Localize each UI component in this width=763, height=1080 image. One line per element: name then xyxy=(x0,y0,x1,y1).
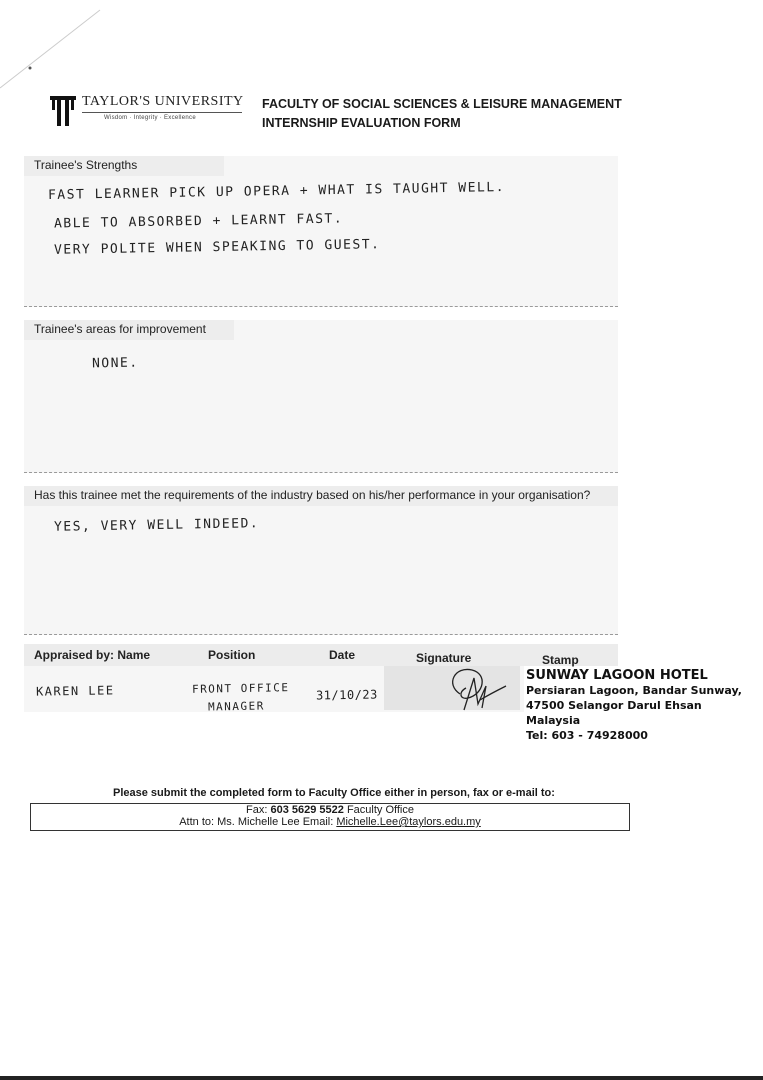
stamp-tel: Tel: 603 - 74928000 xyxy=(526,729,648,742)
appraiser-position-line2: MANAGER xyxy=(207,699,265,714)
header-stamp: Stamp xyxy=(542,653,579,667)
strengths-section xyxy=(24,156,618,307)
stamp-address-line1: Persiaran Lagoon, Bandar Sunway, xyxy=(526,684,742,697)
header-position: Position xyxy=(208,648,256,662)
appraisal-date: 31/10/23 xyxy=(315,687,378,703)
submit-instruction: Please submit the completed form to Faculty Office either in person, fax or e-mail to: xyxy=(113,787,555,799)
faculty-title: FACULTY OF SOCIAL SCIENCES & LEISURE MANAGEMENT xyxy=(262,97,622,111)
email-link[interactable]: Michelle.Lee@taylors.edu.my xyxy=(336,816,481,828)
university-motto: Wisdom · Integrity · Excellence xyxy=(104,115,196,121)
strength-line-3: VERY POLITE WHEN SPEAKING TO GUEST. xyxy=(53,237,381,258)
improvement-answer: NONE. xyxy=(91,355,139,372)
strength-line-1: FAST LEARNER PICK UP OPERA + WHAT IS TAUGHT WELL. xyxy=(47,180,506,203)
fax-label: Fax: xyxy=(246,804,268,816)
fax-number: 603 5629 5522 xyxy=(270,804,344,816)
requirements-answer: YES, VERY WELL INDEED. xyxy=(53,516,260,535)
fax-suffix: Faculty Office xyxy=(346,804,414,816)
appraiser-position-line1: FRONT OFFICE xyxy=(191,681,290,696)
appraiser-name: KAREN LEE xyxy=(35,683,115,699)
logo-divider xyxy=(82,112,242,113)
attn-text: Attn to: Ms. Michelle Lee Email: xyxy=(179,816,334,828)
header-date: Date xyxy=(329,648,356,662)
requirements-section xyxy=(24,486,618,635)
header-appraised-by: Appraised by: Name xyxy=(34,648,151,662)
taylors-logo-icon xyxy=(50,94,76,128)
signature-scribble xyxy=(440,664,510,714)
improvement-section xyxy=(24,320,618,473)
page-fold-mark xyxy=(0,0,140,90)
fax-line xyxy=(31,804,629,816)
strengths-label: Trainee's Strengths xyxy=(34,158,138,172)
form-title: INTERNSHIP EVALUATION FORM xyxy=(262,116,461,130)
header-signature: Signature xyxy=(416,651,472,665)
university-logo xyxy=(50,94,76,133)
requirements-label: Has this trainee met the requirements of the industry based on his/her performance in your organisation? xyxy=(34,488,591,502)
contact-box xyxy=(30,803,630,831)
strength-line-2: ABLE TO ABSORBED + LEARNT FAST. xyxy=(53,211,344,232)
stamp-hotel-name: SUNWAY LAGOON HOTEL xyxy=(526,668,708,683)
scan-edge xyxy=(0,1076,763,1080)
university-name: TAYLOR'S UNIVERSITY xyxy=(82,94,244,109)
stamp-address-line2: 47500 Selangor Darul Ehsan xyxy=(526,699,702,712)
stamp-address-line3: Malaysia xyxy=(526,714,581,727)
attn-line xyxy=(31,816,629,828)
hotel-stamp xyxy=(526,668,742,743)
improvement-label: Trainee's areas for improvement xyxy=(34,322,206,336)
